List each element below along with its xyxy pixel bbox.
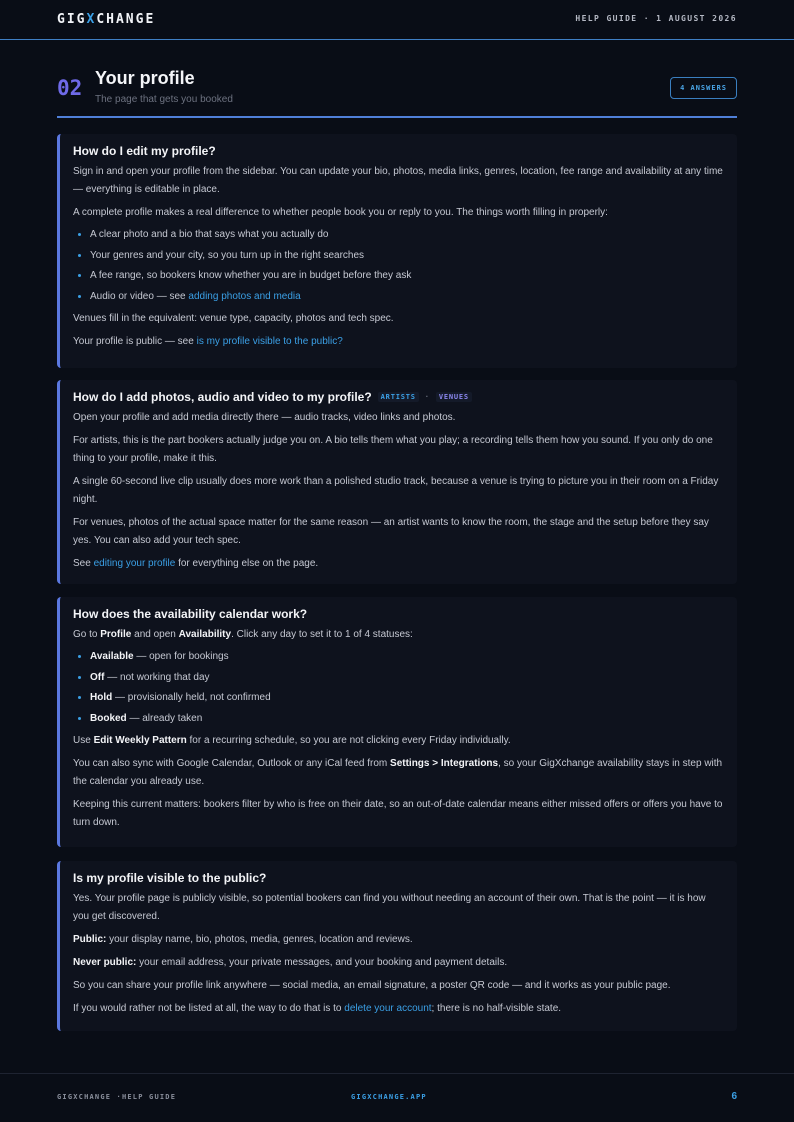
faq-paragraph (73, 333, 723, 351)
status-item (73, 690, 723, 705)
paragraph-text: Use (73, 734, 94, 746)
faq-paragraph (73, 755, 723, 791)
faq-card-add-media (57, 380, 737, 584)
faq-paragraph: Open your profile and add media directly there — audio tracks, video links and photos. (73, 412, 456, 423)
link-delete-account[interactable]: delete your account (344, 1003, 432, 1014)
term-edit-weekly-pattern: Edit Weekly Pattern (93, 734, 187, 746)
link-adding-media[interactable]: adding photos and media (188, 291, 301, 303)
audience-tags (378, 393, 472, 401)
paragraph-text: for a recurring schedule, so you are not clicking every Friday individually. (186, 734, 511, 746)
section-subtitle: The page that gets you booked (95, 94, 233, 105)
list-item (73, 289, 723, 304)
faq-paragraph (73, 626, 723, 644)
paragraph-text: for everything else on the page. (175, 558, 319, 569)
faq-paragraph: Yes. Your profile page is publicly visible, so potential bookers can find you without needing an account of their own. That is the point — it is how you get discovered. (73, 893, 706, 922)
faq-paragraph (73, 732, 723, 750)
faq-paragraph (73, 931, 723, 949)
page-header (0, 0, 794, 40)
status-desc: — already taken (126, 713, 203, 725)
faq-paragraph: For venues, photos of the actual space matter for the same reason — an artist wants to know the room, the stage and the setup before they say yes. You can also add your tech spec. (73, 517, 709, 546)
paragraph-text: See (73, 558, 94, 569)
paragraph-text: . Click any day to set it to 1 of 4 statuses: (231, 629, 413, 640)
tag-artists: ARTISTS (378, 392, 419, 402)
page-footer (0, 1073, 794, 1122)
paragraph-text: You can also sync with Google Calendar, Outlook or any iCal feed from (73, 757, 391, 769)
profile-tips-list (73, 227, 723, 304)
paragraph-text: , so your GigXchange availability stays in step with the calendar you already use. (73, 757, 723, 787)
status-desc: — provisionally held, not confirmed (112, 692, 271, 704)
paragraph-text: If you would rather not be listed at all, the way to do that is to (73, 1003, 345, 1014)
logo-text-change: CHANGE (96, 12, 156, 27)
faq-paragraph: Sign in and open your profile from the sidebar. You can update your bio, photos, media links, genres, location, fee range and availability at any time — everything is editable in place. (73, 166, 723, 195)
guide-meta: HELP GUIDE · 1 AUGUST 2026 (575, 14, 737, 23)
status-item (73, 670, 723, 685)
status-desc: — open for bookings (133, 651, 229, 662)
section-title: Your profile (95, 68, 195, 88)
footer-website-link[interactable]: GIGXCHANGE.APP (351, 1093, 427, 1101)
label-public: Public: (73, 934, 107, 945)
status-name: Available (90, 651, 134, 662)
logo-text-x: X (86, 12, 97, 27)
faq-question-text: How do I add photos, audio and video to my profile? (73, 390, 372, 404)
footer-guide-label: GIGXCHANGE ·HELP GUIDE (57, 1093, 177, 1101)
term-availability: Availability (178, 629, 232, 640)
list-item: Your genres and your city, so you turn up in the right searches (73, 248, 723, 263)
faq-question: How does the availability calendar work? (73, 607, 308, 621)
faq-paragraph: Venues fill in the equivalent: venue type, capacity, photos and tech spec. (73, 312, 394, 324)
faq-paragraph (73, 1000, 723, 1018)
paragraph-text: ; there is no half-visible state. (431, 1003, 562, 1014)
status-name: Off (90, 671, 105, 683)
paragraph-text: Go to (73, 629, 101, 640)
label-never-public: Never public: (73, 957, 137, 968)
status-list (73, 649, 723, 726)
faq-paragraph: Keeping this current matters: bookers filter by who is free on their date, so an out-of-date calendar means either missed offers or offers you have to turn down. (73, 798, 723, 828)
faq-paragraph: A single 60-second live clip usually does more work than a polished studio track, because a venue is trying to picture you in their room on a Friday night. (73, 476, 719, 505)
faq-card-edit-profile (57, 134, 737, 368)
tag-separator: · (424, 393, 430, 401)
status-desc: — not working that day (104, 671, 210, 683)
term-settings-integrations: Settings > Integrations (390, 757, 499, 769)
faq-paragraph (73, 555, 723, 573)
faq-card-visibility (57, 861, 737, 1031)
status-name: Booked (90, 713, 127, 725)
faq-question (73, 390, 723, 404)
list-item: A clear photo and a bio that says what you actually do (73, 227, 723, 242)
faq-card-availability (57, 597, 737, 847)
faq-question: How do I edit my profile? (73, 144, 216, 158)
status-item (73, 711, 723, 726)
section-number: 02 (57, 76, 83, 100)
term-profile: Profile (100, 629, 132, 640)
faq-paragraph (73, 954, 723, 972)
paragraph-text: your display name, bio, photos, media, genres, location and reviews. (106, 934, 413, 945)
paragraph-text: and open (131, 629, 179, 640)
section-header (57, 66, 737, 118)
answers-count-badge: 4 ANSWERS (670, 77, 737, 99)
logo-text-gig: GIG (57, 12, 87, 27)
status-item (73, 649, 723, 664)
link-editing-profile[interactable]: editing your profile (93, 558, 176, 569)
status-name: Hold (90, 692, 113, 704)
page-number: 6 (731, 1091, 737, 1102)
tag-venues: VENUES (436, 392, 472, 402)
list-item-text: Audio or video — see (90, 291, 189, 303)
faq-paragraph: A complete profile makes a real difference to whether people book you or reply to you. The things worth filling in properly: (73, 207, 608, 218)
gigxchange-logo (57, 12, 155, 27)
faq-question: Is my profile visible to the public? (73, 871, 267, 885)
paragraph-text: your email address, your private messages, and your booking and payment details. (136, 957, 508, 968)
paragraph-text: Your profile is public — see (73, 335, 197, 347)
list-item: A fee range, so bookers know whether you are in budget before they ask (73, 268, 723, 283)
link-profile-visibility[interactable]: is my profile visible to the public? (196, 335, 343, 347)
faq-paragraph: For artists, this is the part bookers actually judge you on. A bio tells them what you play; a recording tells them how you sound. If you only do one thing to your profile, make it this. (73, 435, 713, 464)
faq-paragraph: So you can share your profile link anywhere — social media, an email signature, a poster QR code — and it works as your public page. (73, 980, 671, 991)
